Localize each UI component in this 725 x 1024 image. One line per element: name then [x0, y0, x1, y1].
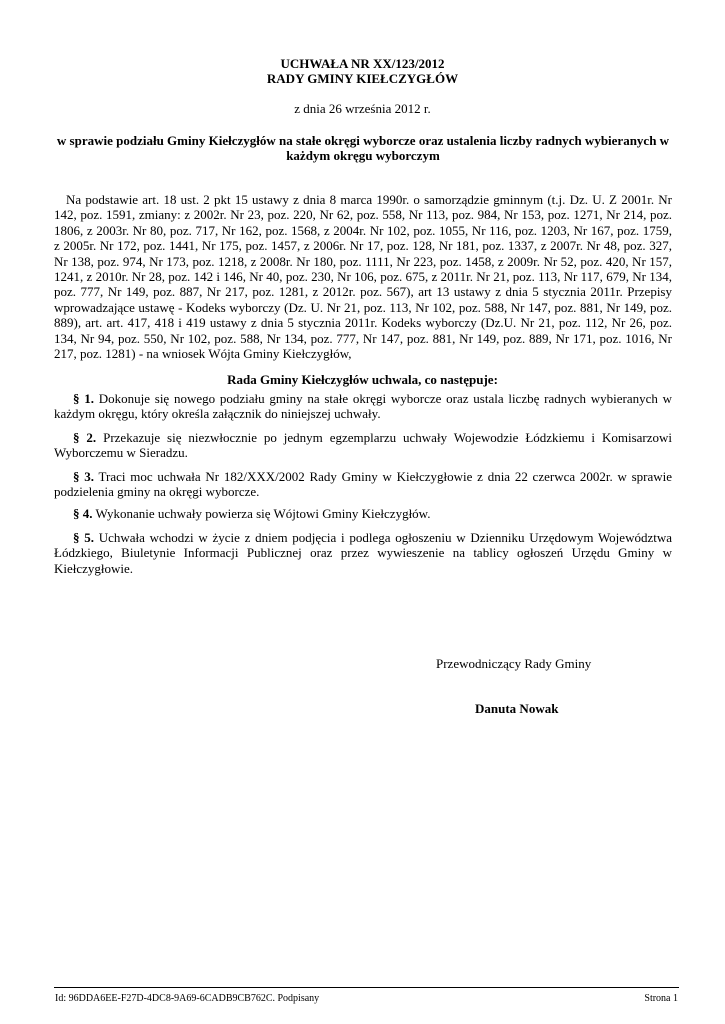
- council-name: RADY GMINY KIEŁCZYGŁÓW: [266, 71, 459, 86]
- paragraph-number: § 4.: [73, 506, 93, 521]
- page-number: Strona 1: [644, 993, 678, 1004]
- paragraph-text: Uchwała wchodzi w życie z dniem podjęcia i podlega ogłoszeniu w Dzienniku Urzędowym Województwa Łódzkiego, Biuletynie Informacji Publicznej oraz przez wywieszenie na tablicy ogłoszeń Urzędu Gminy w Kiełczygłowie.: [54, 530, 672, 576]
- signatory-role: Przewodniczący Rady Gminy: [436, 656, 592, 671]
- paragraph-1: [54, 391, 672, 422]
- council-decides-heading: Rada Gminy Kiełczygłów uchwala, co następuje:: [227, 372, 498, 387]
- footer-divider: [54, 987, 679, 988]
- paragraph-text: Wykonanie uchwały powierza się Wójtowi Gminy Kiełczygłów.: [95, 506, 431, 521]
- paragraph-number: § 2.: [73, 430, 97, 445]
- document-id: Id: 96DDA6EE-F27D-4DC8-9A69-6CADB9CB762C. Podpisany: [55, 993, 320, 1004]
- paragraph-number: § 3.: [73, 469, 94, 484]
- paragraph-number: § 5.: [73, 530, 94, 545]
- legal-basis-preamble: Na podstawie art. 18 ust. 2 pkt 15 ustawy z dnia 8 marca 1990r. o samorządzie gminnym (t.j. Dz. U. Z 2001r. Nr 142, poz. 1591, zmiany: z 2002r. Nr 23, poz. 220, Nr 62, poz. 558, Nr 113, poz. 984, Nr 153, poz. 1271, Nr 214, poz. 1806, z 2003r. Nr 80, poz. 717, Nr 162, poz. 1568, z 2004r. Nr 102, poz. 1055, Nr 116, poz. 1203, Nr 167, poz. 1759, z 2005r. Nr 172, poz. 1441, Nr 175, poz. 1457, z 2006r. Nr 17, poz. 128, Nr 181, poz. 1337, z 2007r. Nr 48, poz. 327, Nr 138, poz. 974, Nr 173, poz. 1218, z 2008r. Nr 180, poz. 1111, Nr 223, poz. 1458, z 2009r. Nr 52, poz. 420, Nr 157, 1241, z 2010r. Nr 28, poz. 142 i 146, Nr 40, poz. 230, Nr 106, poz. 675, z 2011r. Nr 21, poz. 113, Nr 117, 679, Nr 134, poz. 777, Nr 149, poz. 887, Nr 217, poz. 1281, z 2012r. poz. 567), art 13 ustawy z dnia 5 stycznia 2011r. Przepisy wprowadzające ustawę - Kodeks wyborczy (Dz. U. Nr 21, poz. 113, Nr 102, poz. 588, Nr 147, poz. 881, Nr 149, poz. 889), art. art. 417, 418 i 419 ustawy z dnia 5 stycznia 2011r. Kodeks wyborczy (Dz.U. Nr 21, poz. 112, Nr 26, poz. 134, Nr 94, poz. 550, Nr 102, poz. 588, Nr 134, poz. 777, Nr 147, poz. 881, Nr 149, poz. 889, Nr 171, poz. 1016, Nr 217, poz. 1281) - na wniosek Wójta Gminy Kiełczygłów,: [54, 192, 672, 362]
- paragraph-text: Dokonuje się nowego podziału gminy na stałe okręgi wyborcze oraz ustala liczbę radnych wybieranych w każdym okręgu, który określa załącznik do niniejszej uchwały.: [54, 391, 673, 422]
- paragraph-text: Traci moc uchwała Nr 182/XXX/2002 Rady Gminy w Kiełczygłowie z dnia 22 czerwca 2002r. w sprawie podzielenia gminy na okręgi wyborcze.: [54, 469, 673, 500]
- paragraph-2: [54, 430, 672, 461]
- paragraph-number: § 1.: [73, 391, 94, 406]
- resolution-date: z dnia 26 września 2012 r.: [294, 101, 431, 116]
- paragraph-5: [54, 530, 672, 576]
- resolution-number: UCHWAŁA NR XX/123/2012: [280, 56, 445, 71]
- resolution-subject: w sprawie podziału Gminy Kiełczygłów na stałe okręgi wyborcze oraz ustalenia liczby radnych wybieranych w każdym okręgu wyborczym: [56, 133, 670, 163]
- paragraph-4: [54, 506, 672, 521]
- signatory-name: Danuta Nowak: [475, 701, 559, 716]
- paragraph-3: [54, 469, 672, 500]
- paragraph-text: Przekazuje się niezwłocznie po jednym egzemplarzu uchwały Wojewodzie Łódzkiemu i Komisarzowi Wyborczemu w Sieradzu.: [54, 430, 673, 461]
